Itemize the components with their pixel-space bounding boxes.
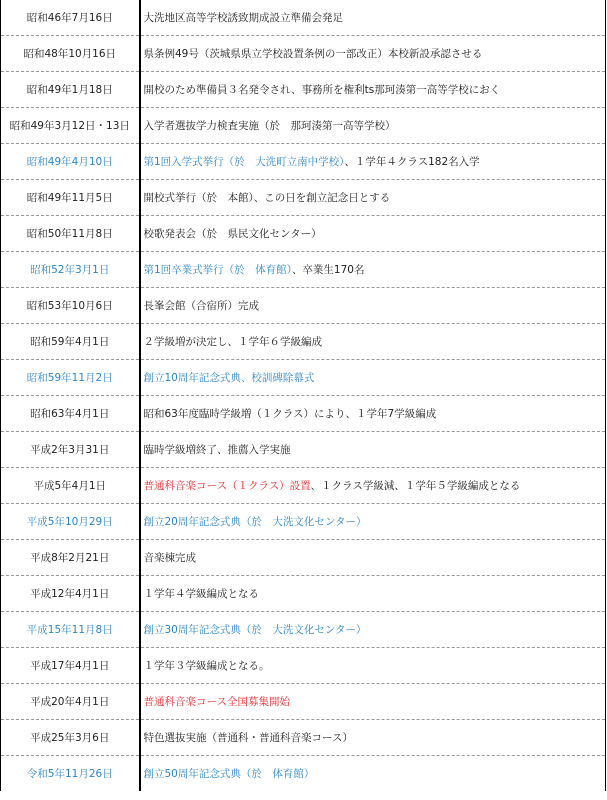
event-rest: 、１学年４クラス182名入学 <box>344 155 480 168</box>
history-row <box>1 504 606 540</box>
history-event: ２学級増が決定し、１学年６学級編成 <box>140 324 606 360</box>
history-date: 平成5年10月29日 <box>1 504 140 540</box>
history-row <box>1 0 606 36</box>
history-event <box>140 612 606 648</box>
history-row <box>1 72 606 108</box>
history-date: 昭和52年3月1日 <box>1 252 140 288</box>
event-highlight-red: 普通科音楽コース全国募集開始 <box>143 695 290 708</box>
history-row <box>1 252 606 288</box>
history-row <box>1 540 606 576</box>
history-date: 昭和63年4月1日 <box>1 396 140 432</box>
history-event <box>140 144 606 180</box>
history-event: １学年４学級編成となる <box>140 576 606 612</box>
history-row <box>1 36 606 72</box>
history-event <box>140 684 606 720</box>
history-date: 昭和48年10月16日 <box>1 36 140 72</box>
history-event: 長峯会館（合宿所）完成 <box>140 288 606 324</box>
history-event <box>140 252 606 288</box>
history-event: 入学者選抜学力検査実施（於 那珂湊第一高等学校） <box>140 108 606 144</box>
history-event: 開校式挙行（於 本館）、この日を創立記念日とする <box>140 180 606 216</box>
history-date: 平成25年3月6日 <box>1 720 140 756</box>
history-row <box>1 324 606 360</box>
event-highlight-red: 普通科音楽コース（１クラス）設置 <box>143 479 311 492</box>
history-row <box>1 576 606 612</box>
history-row <box>1 180 606 216</box>
history-event: 特色選抜実施（普通科・普通科音楽コース） <box>140 720 606 756</box>
event-highlight: 創立10周年記念式典、校訓碑除幕式 <box>143 371 315 384</box>
history-event: 音楽棟完成 <box>140 540 606 576</box>
history-event: １学年３学級編成となる。 <box>140 648 606 684</box>
history-date: 昭和49年4月10日 <box>1 144 140 180</box>
history-date: 平成15年11月8日 <box>1 612 140 648</box>
history-event <box>140 756 606 792</box>
history-date: 昭和49年1月18日 <box>1 72 140 108</box>
history-event <box>140 504 606 540</box>
history-date: 平成2年3月31日 <box>1 432 140 468</box>
history-event: 開校のため準備員３名発令され、事務所を権利ts那珂湊第一高等学校におく <box>140 72 606 108</box>
history-date: 平成20年4月1日 <box>1 684 140 720</box>
history-date: 令和5年11月26日 <box>1 756 140 792</box>
history-date: 昭和49年3月12日・13日 <box>1 108 140 144</box>
history-date: 昭和46年7月16日 <box>1 0 140 36</box>
event-highlight: 創立50周年記念式典（於 体育館） <box>143 767 315 780</box>
event-highlight: 第1回入学式挙行（於 大洗町立南中学校） <box>143 155 345 168</box>
history-date: 平成12年4月1日 <box>1 576 140 612</box>
history-row <box>1 756 606 792</box>
history-event: 大洗地区高等学校誘致期成設立準備会発足 <box>140 0 606 36</box>
history-row <box>1 648 606 684</box>
history-row <box>1 432 606 468</box>
history-date: 平成8年2月21日 <box>1 540 140 576</box>
history-date: 昭和50年11月8日 <box>1 216 140 252</box>
history-row <box>1 108 606 144</box>
event-highlight: 第1回卒業式挙行（於 体育館） <box>143 263 292 276</box>
history-row <box>1 612 606 648</box>
history-date: 昭和53年10月6日 <box>1 288 140 324</box>
history-row <box>1 468 606 504</box>
history-date: 昭和49年11月5日 <box>1 180 140 216</box>
history-row <box>1 684 606 720</box>
history-table-body <box>1 0 606 791</box>
history-row <box>1 360 606 396</box>
history-row <box>1 288 606 324</box>
history-row <box>1 396 606 432</box>
event-rest: 、卒業生170名 <box>291 263 365 276</box>
history-row <box>1 720 606 756</box>
event-rest: 、１クラス学級減、１学年５学級編成となる <box>310 479 521 492</box>
history-date: 平成17年4月1日 <box>1 648 140 684</box>
history-date: 昭和59年11月2日 <box>1 360 140 396</box>
history-row <box>1 216 606 252</box>
history-event <box>140 360 606 396</box>
history-date: 昭和59年4月1日 <box>1 324 140 360</box>
event-highlight: 創立20周年記念式典（於 大洗文化センター） <box>143 515 367 528</box>
event-highlight: 創立30周年記念式典（於 大洗文化センター） <box>143 623 367 636</box>
history-event: 臨時学級増終了、推薦入学実施 <box>140 432 606 468</box>
history-date: 平成5年4月1日 <box>1 468 140 504</box>
history-event: 校歌発表会（於 県民文化センター） <box>140 216 606 252</box>
history-row <box>1 144 606 180</box>
history-event: 県条例49号（茨城県県立学校設置条例の一部改正）本校新設承認させる <box>140 36 606 72</box>
history-event: 昭和63年度臨時学級増（１クラス）により、１学年7学級編成 <box>140 396 606 432</box>
history-event <box>140 468 606 504</box>
